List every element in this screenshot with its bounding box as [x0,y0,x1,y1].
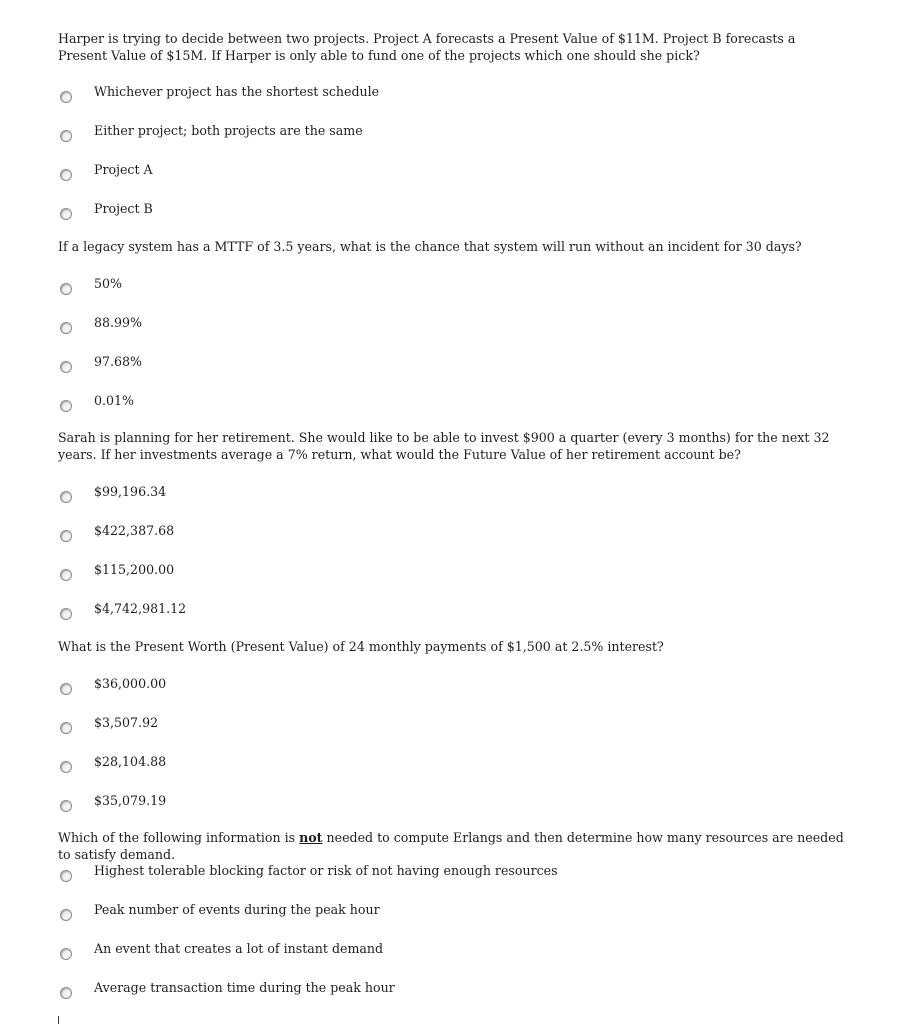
option-label: $422,387.68 [94,523,175,538]
radio-button[interactable] [60,909,72,921]
option-label: $3,507.92 [94,715,159,730]
q1-option-3[interactable] [60,162,153,180]
option-label: 97.68% [94,354,143,369]
option-label: 50% [94,276,122,291]
radio-button[interactable] [60,800,72,812]
radio-button[interactable] [60,361,72,373]
option-label: Either project; both projects are the same [94,123,363,138]
option-label: $4,742,981.12 [94,601,187,616]
q5-option-4[interactable] [60,980,395,998]
q1-option-1[interactable] [60,84,380,102]
q5-option-2[interactable] [60,902,380,920]
text-cursor [58,1016,59,1024]
option-label: $35,079.19 [94,793,167,808]
option-label: Highest tolerable blocking factor or risk of not having enough resources [94,863,558,878]
option-label: $28,104.88 [94,754,167,769]
q4-option-3[interactable] [60,754,167,772]
option-label: Project A [94,162,153,177]
question-4-text: What is the Present Worth (Present Value) of 24 monthly payments of $1,500 at 2.5% interest? [58,639,664,654]
q2-option-1[interactable] [60,276,122,294]
question-2-text: If a legacy system has a MTTF of 3.5 years, what is the chance that system will run without an incident for 30 days? [58,239,802,254]
radio-button[interactable] [60,400,72,412]
option-label: 88.99% [94,315,143,330]
q2-option-2[interactable] [60,315,143,333]
radio-button[interactable] [60,530,72,542]
radio-button[interactable] [60,91,72,103]
option-label: Project B [94,201,153,216]
question-5-text-after: needed to compute Erlangs and then determine how many resources are needed to satisfy demand. [58,830,844,862]
question-3-text: Sarah is planning for her retirement. She would like to be able to invest $900 a quarter (every 3 months) for the next 32 years. If her investments average a 7% return, what would the Future Value of her retirement account be? [58,430,830,462]
radio-button[interactable] [60,722,72,734]
option-label: $115,200.00 [94,562,175,577]
radio-button[interactable] [60,608,72,620]
radio-button[interactable] [60,491,72,503]
radio-button[interactable] [60,283,72,295]
q1-option-4[interactable] [60,201,153,219]
q3-option-3[interactable] [60,562,175,580]
option-label: 0.01% [94,393,135,408]
question-5-emphasis: not [299,830,323,845]
question-5-text-before: Which of the following information is [58,830,300,845]
q1-option-2[interactable] [60,123,363,141]
radio-button[interactable] [60,870,72,882]
q5-option-3[interactable] [60,941,384,959]
q2-option-4[interactable] [60,393,135,411]
radio-button[interactable] [60,761,72,773]
q2-option-3[interactable] [60,354,143,372]
radio-button[interactable] [60,208,72,220]
radio-button[interactable] [60,322,72,334]
question-1-text: Harper is trying to decide between two projects. Project A forecasts a Present Value of $11M. Project B forecasts a Present Value of $15M. If Harper is only able to fund one of the projects which one should she pick? [58,31,796,63]
option-label: Whichever project has the shortest schedule [94,84,380,99]
q3-option-2[interactable] [60,523,175,541]
option-label: Peak number of events during the peak hour [94,902,380,917]
option-label: $99,196.34 [94,484,167,499]
radio-button[interactable] [60,130,72,142]
radio-button[interactable] [60,948,72,960]
option-label: $36,000.00 [94,676,167,691]
q5-option-1[interactable] [60,863,558,881]
q3-option-4[interactable] [60,601,187,619]
radio-button[interactable] [60,987,72,999]
q4-option-1[interactable] [60,676,167,694]
q4-option-2[interactable] [60,715,159,733]
radio-button[interactable] [60,569,72,581]
radio-button[interactable] [60,169,72,181]
option-label: An event that creates a lot of instant demand [94,941,384,956]
question-5-text [58,829,848,863]
option-label: Average transaction time during the peak hour [94,980,395,995]
q4-option-4[interactable] [60,793,167,811]
q3-option-1[interactable] [60,484,167,502]
radio-button[interactable] [60,683,72,695]
